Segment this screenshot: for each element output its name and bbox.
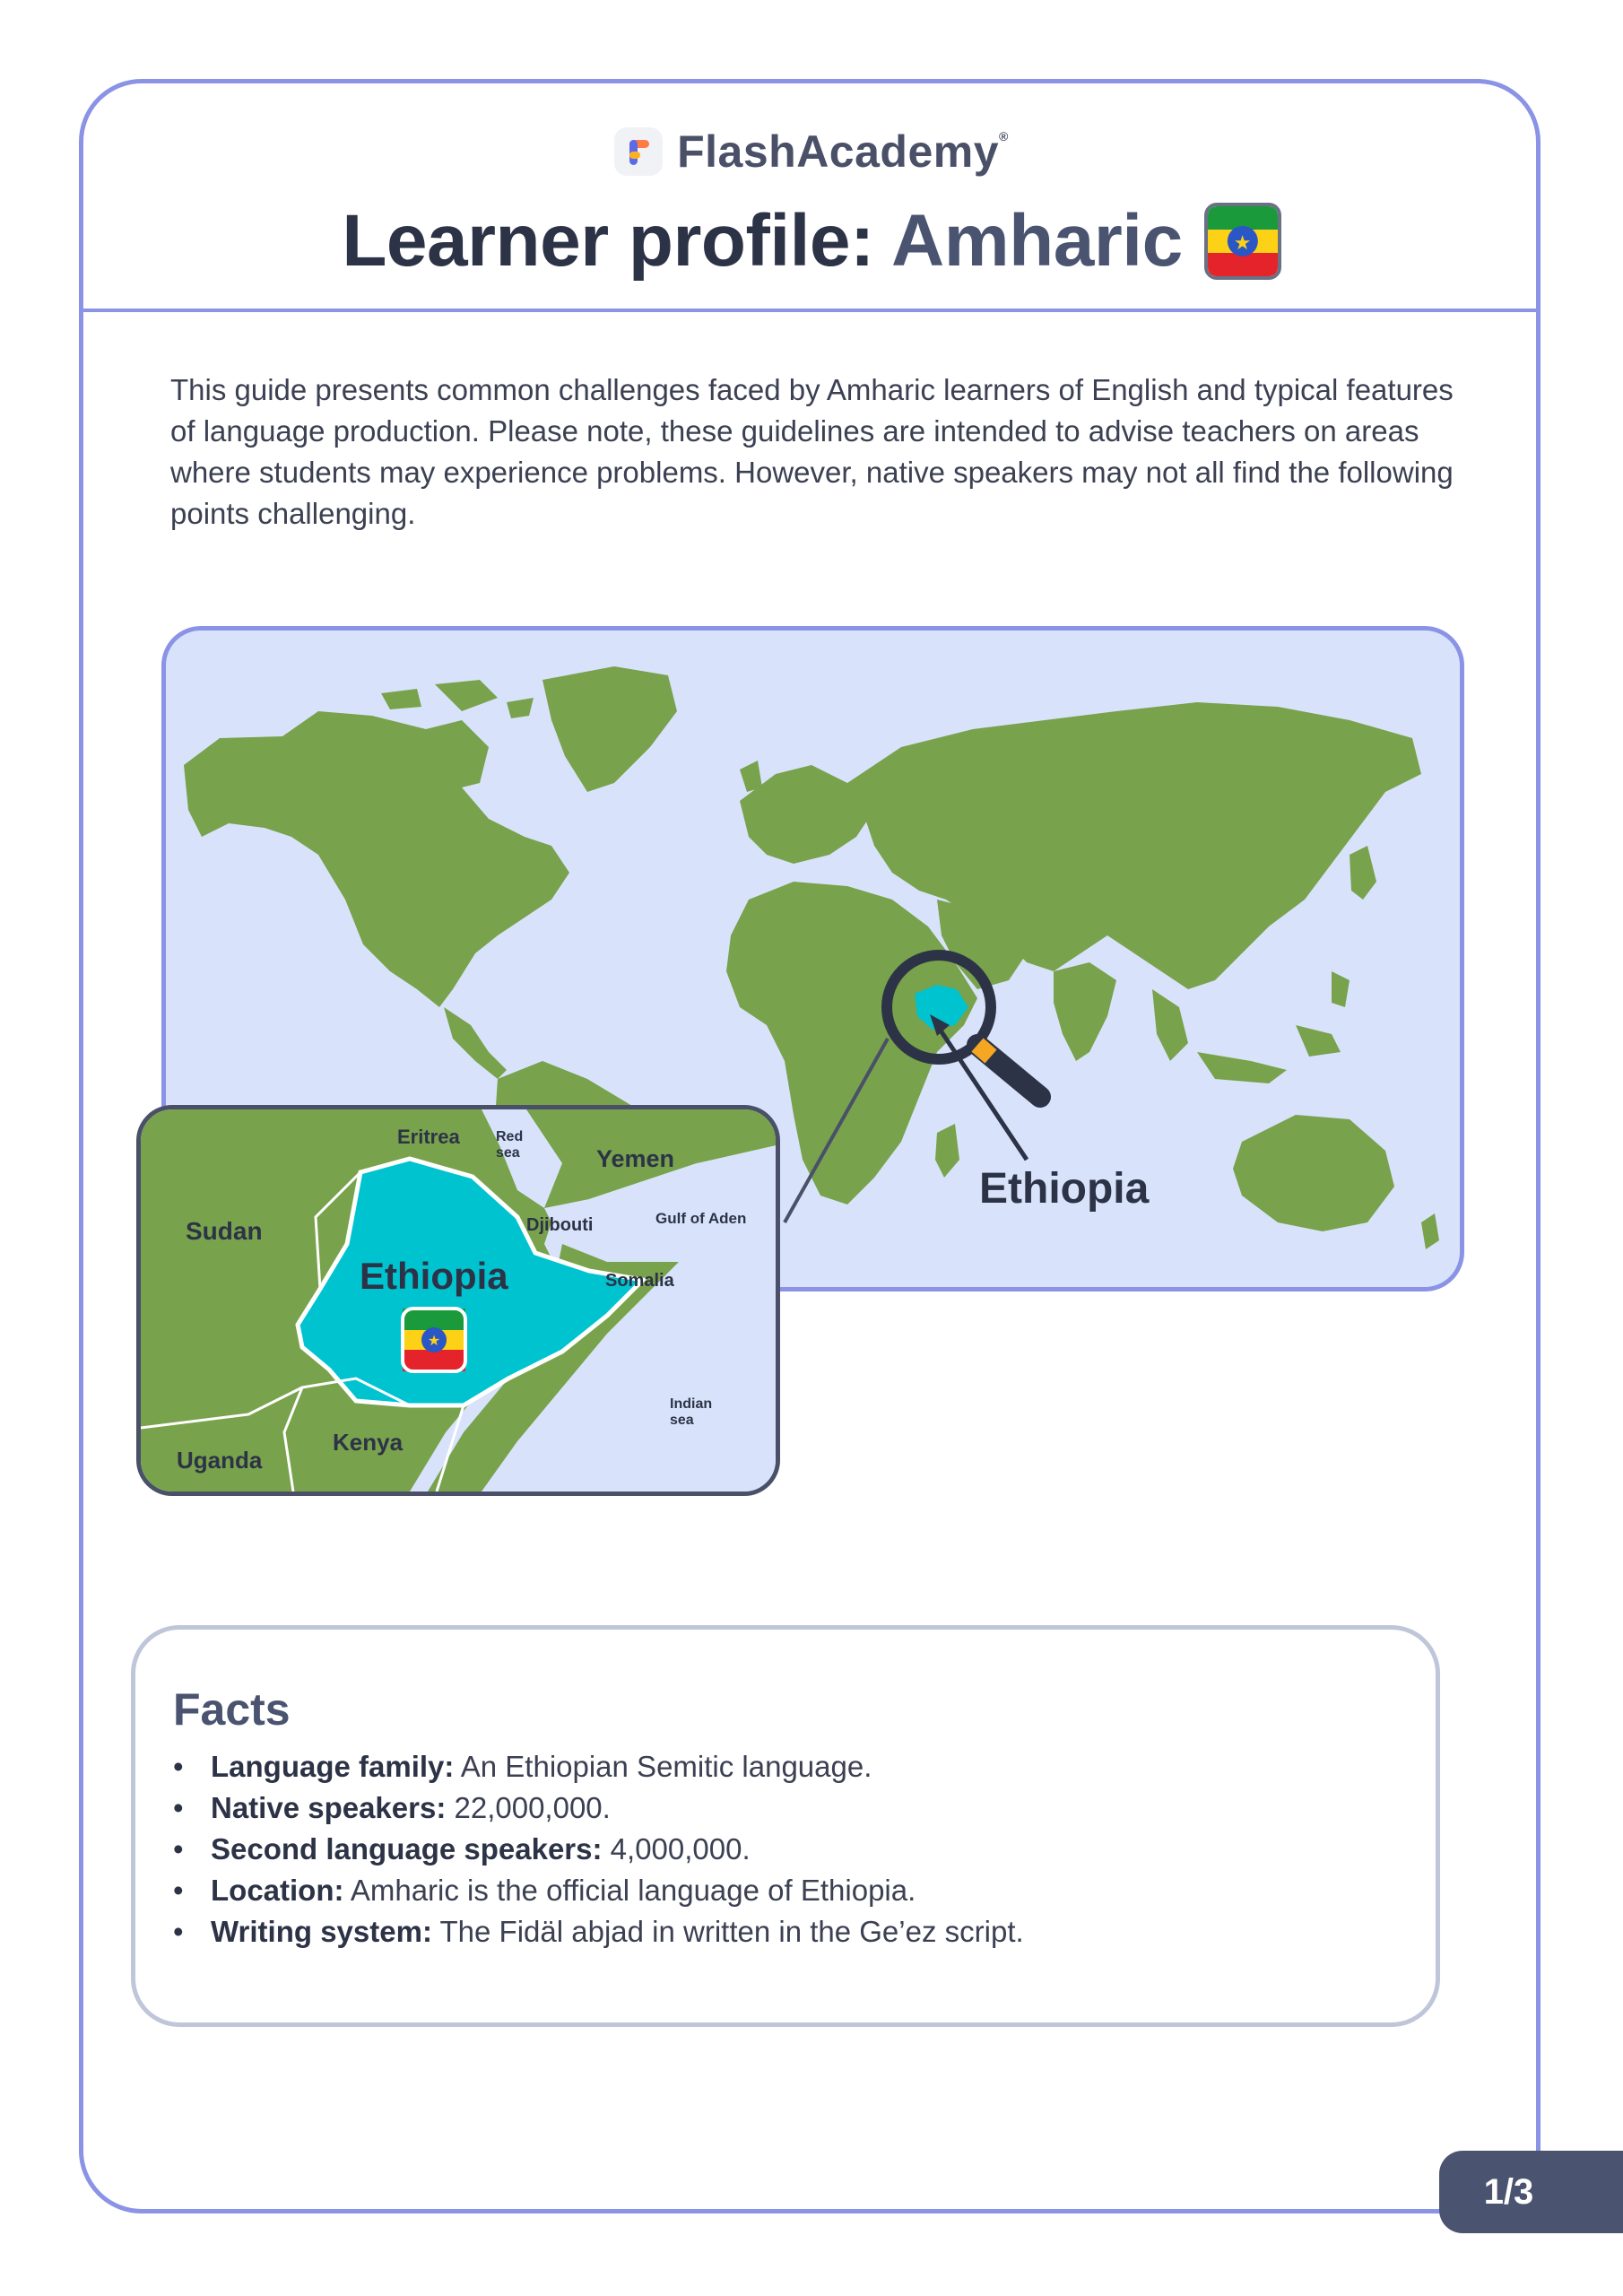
label-indian-sea xyxy=(670,1396,712,1429)
header-divider xyxy=(81,309,1541,312)
label-yemen: Yemen xyxy=(596,1145,675,1172)
brand-trademark: ® xyxy=(999,129,1009,144)
fact-label: Language family: xyxy=(211,1750,455,1783)
fact-value: An Ethiopian Semitic language. xyxy=(460,1750,872,1783)
ethiopia-inset-map xyxy=(136,1105,780,1496)
fact-value: Amharic is the official language of Ethiopia. xyxy=(350,1874,916,1907)
label-djibouti: Djibouti xyxy=(526,1215,594,1235)
inset-map-graphic xyxy=(141,1109,776,1492)
facts-heading: Facts xyxy=(173,1684,291,1735)
title-language: Amharic xyxy=(891,200,1183,282)
fact-label: Second language speakers: xyxy=(211,1832,603,1866)
flashacademy-logo-icon xyxy=(614,127,663,176)
fact-item-language-family xyxy=(173,1746,1024,1787)
ethiopia-flag-icon xyxy=(1204,203,1281,280)
label-ethiopia: Ethiopia xyxy=(360,1255,508,1297)
label-indian-sea-line2: sea xyxy=(670,1413,694,1428)
brand xyxy=(0,126,1623,178)
fact-item-location xyxy=(173,1870,1024,1911)
page-number: 1/3 xyxy=(1439,2151,1623,2233)
label-red-sea-line1: Red xyxy=(496,1129,524,1144)
label-somalia: Somalia xyxy=(605,1271,674,1291)
label-sudan: Sudan xyxy=(186,1217,263,1245)
fact-label: Native speakers: xyxy=(211,1791,447,1824)
page-title-heading xyxy=(342,199,1182,283)
label-kenya: Kenya xyxy=(333,1429,404,1456)
fact-value: The Fidäl abjad in written in the Ge’ez script. xyxy=(439,1915,1024,1948)
label-uganda: Uganda xyxy=(177,1447,263,1474)
fact-item-second-language-speakers xyxy=(173,1829,1024,1870)
fact-item-native-speakers xyxy=(173,1787,1024,1829)
fact-value: 4,000,000. xyxy=(610,1832,751,1866)
label-red-sea-line2: sea xyxy=(496,1145,520,1161)
label-red-sea xyxy=(496,1129,523,1161)
intro-paragraph: This guide presents common challenges faced by Amharic learners of English and typical features of language production. Please note, these guidelines are intended to advise teachers on areas where students may experience problems. However, native speakers may not all find the following points challenging. xyxy=(170,373,1454,530)
title-prefix: Learner profile: xyxy=(342,200,874,282)
svg-text:★: ★ xyxy=(427,1332,441,1349)
label-eritrea: Eritrea xyxy=(397,1126,460,1148)
fact-item-writing-system xyxy=(173,1911,1024,1952)
label-gulf-of-aden: Gulf of Aden xyxy=(655,1210,747,1227)
ethiopia-callout-label: Ethiopia xyxy=(979,1165,1150,1213)
fact-label: Writing system: xyxy=(211,1915,432,1948)
brand-name-text: FlashAcademy xyxy=(677,126,1000,177)
fact-label: Location: xyxy=(211,1874,344,1907)
label-indian-sea-line1: Indian xyxy=(670,1396,713,1412)
page-title xyxy=(0,199,1623,283)
facts-list xyxy=(173,1746,1024,1952)
brand-name xyxy=(677,126,1009,178)
fact-value: 22,000,000. xyxy=(454,1791,611,1824)
facts-box xyxy=(131,1625,1440,2027)
